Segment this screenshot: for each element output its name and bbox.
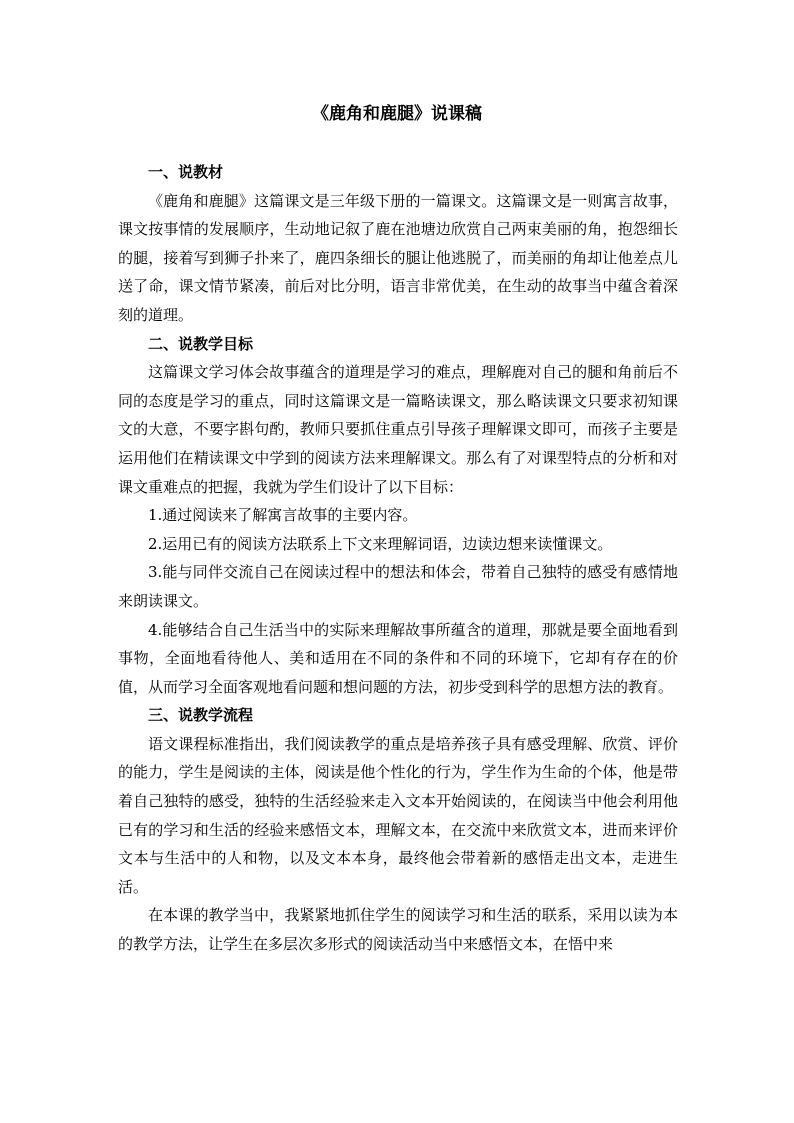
paragraph: 《鹿角和鹿腿》这篇课文是三年级下册的一篇课文。这篇课文是一则寓言故事，课文按事情的发展顺序，生动地记叙了鹿在池塘边欣赏自己两束美丽的角，抱怨细长的腿，接着写到狮子扑来了，鹿四条细长的腿让他逃脱了，而美丽的角却让他差点儿送了命，课文情节紧凑，前后对比分明，语言非常优美，在生动的故事当中蕴含着深刻的道理。	[118, 191, 678, 324]
goal-item: 1.通过阅读来了解寓言故事的主要内容。	[148, 506, 418, 525]
section-teaching-process	[118, 701, 678, 958]
section-teaching-goals	[118, 330, 678, 702]
paragraph: 语文课程标准指出，我们阅读教学的重点是培养孩子具有感受理解、欣赏、评价的能力，学生是阅读的主体，阅读是他个性化的行为，学生作为生命的个体，他是带着自己独特的感受，独特的生活经验来走入文本开始阅读的，在阅读当中他会利用他已有的学习和生活的经验来感悟文本，理解文本，在交流中来欣赏文本，进而来评价文本与生活中的人和物，以及文本本身，最终他会带着新的感悟走出文本，走进生活。	[118, 734, 678, 896]
goal-item: 3.能与同伴交流自己在阅读过程中的想法和体会，带着自己独特的感受有感情地来朗读课文。	[118, 563, 678, 610]
paragraph: 这篇课文学习体会故事蕴含的道理是学习的难点，理解鹿对自己的腿和角前后不同的态度是学习的重点，同时这篇课文是一篇略读课文，那么略读课文只要求初知课文的大意，不要字斟句酌，教师只要抓住重点引导孩子理解课文即可，而孩子主要是运用他们在精读课文中学到的阅读方法来理解课文。那么有了对课型特点的分析和对课文重难点的把握，我就为学生们设计了以下目标：	[118, 363, 678, 496]
paragraph: 在本课的教学当中，我紧紧地抓住学生的阅读学习和生活的联系，采用以读为本的教学方法，让学生在多层次多形式的阅读活动当中来感悟文本，在悟中来	[118, 906, 678, 954]
goal-item: 4.能够结合自己生活当中的实际来理解故事所蕴含的道理，那就是要全面地看到事物，全面地看待他人、美和适用在不同的条件和不同的环境下，它却有存在的价值，从而学习全面客观地看问题和想问题的方法，初步受到科学的思想方法的教育。	[118, 620, 678, 696]
document-title: 《鹿角和鹿腿》说课稿	[312, 104, 482, 124]
goal-item: 2.运用已有的阅读方法联系上下文来理解词语，边读边想来读懂课文。	[148, 534, 613, 553]
section-textbook	[118, 158, 678, 330]
section-heading: 三、说教学流程	[148, 706, 254, 725]
section-heading: 二、说教学目标	[148, 334, 254, 353]
document-body	[118, 158, 678, 959]
section-heading: 一、说教材	[148, 163, 224, 181]
